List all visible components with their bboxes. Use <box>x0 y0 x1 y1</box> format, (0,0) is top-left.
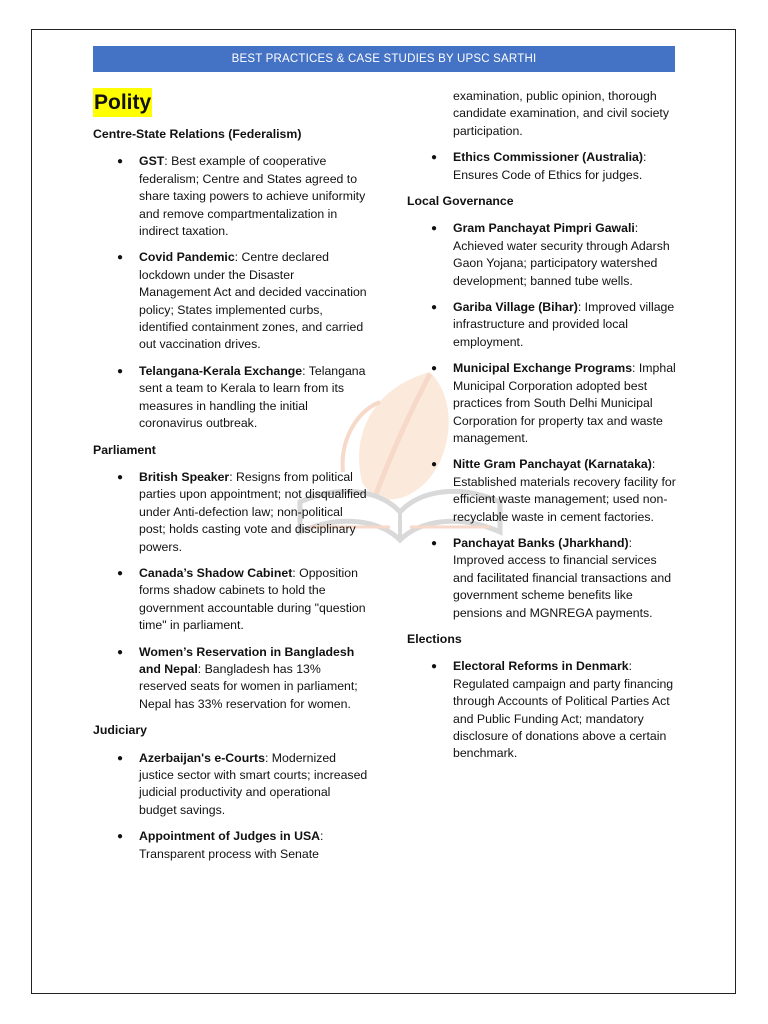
item-term: Ethics Commissioner (Australia) <box>453 150 643 165</box>
item-term: Telangana-Kerala Exchange <box>139 363 303 378</box>
item-term: Gariba Village (Bihar) <box>453 300 578 315</box>
section-heading: Judiciary <box>93 723 147 738</box>
item-text: : Established materials recovery facility for efficient waste management; used non-recyclable waste in cement factories. <box>453 457 676 524</box>
bullet-icon: ● <box>117 471 124 483</box>
list-item <box>93 644 368 714</box>
bullet-list <box>407 658 679 762</box>
item-text: : Imphal Municipal Corporation adopted best practices from South Delhi Municipal Corporation for property tax and waste management. <box>453 361 676 445</box>
item-text: : Improved access to financial services and facilitated financial transactions and government scheme benefits like pensions and MGNREGA payments. <box>453 535 672 620</box>
bullet-list <box>93 469 368 713</box>
list-item <box>407 299 679 351</box>
left-column <box>93 88 368 872</box>
bullet-icon: ● <box>117 831 124 843</box>
bullet-icon: ● <box>117 567 124 579</box>
section-heading: Elections <box>407 631 462 646</box>
list-item <box>93 750 368 820</box>
bullet-icon: ● <box>431 537 438 549</box>
item-term: Canada’s Shadow Cabinet <box>139 565 293 580</box>
section-heading: Local Governance <box>407 194 514 209</box>
bullet-icon: ● <box>431 302 438 314</box>
bullet-icon: ● <box>117 156 124 168</box>
bullet-list <box>93 153 368 432</box>
item-term: Nitte Gram Panchayat (Karnataka) <box>453 457 652 472</box>
header-banner-text: BEST PRACTICES & CASE STUDIES BY UPSC SARTHI <box>231 53 537 65</box>
bullet-icon: ● <box>431 152 438 164</box>
bullet-icon: ● <box>431 223 438 235</box>
header-banner <box>93 46 675 72</box>
item-text: : Resigns from political parties upon appointment; not disqualified under Anti-defection law; non-political post; holds casting vote and disciplinary powers. <box>139 469 367 554</box>
bullet-icon: ● <box>117 752 124 764</box>
right-column <box>407 88 679 772</box>
item-term: Women’s Reservation in Bangladesh and Nepal <box>139 644 355 676</box>
list-item <box>93 469 368 556</box>
section-heading: Centre-State Relations (Federalism) <box>93 127 302 141</box>
continued-text: examination, public opinion, thorough candidate examination, and civil society participation. <box>453 89 670 138</box>
item-term: Gram Panchayat Pimpri Gawali <box>453 221 635 236</box>
bullet-list <box>407 149 679 184</box>
list-item <box>93 363 368 433</box>
bullet-list <box>407 220 679 622</box>
item-text: : Transparent process with Senate <box>139 829 324 861</box>
item-term: Electoral Reforms in Denmark <box>453 659 629 674</box>
item-term: British Speaker <box>139 469 230 484</box>
item-term: Appointment of Judges in USA <box>139 829 321 844</box>
list-item <box>407 535 679 622</box>
list-item <box>407 220 679 290</box>
list-item <box>93 249 368 353</box>
item-text: : Ensures Code of Ethics for judges. <box>453 150 647 182</box>
item-term: Panchayat Banks (Jharkhand) <box>453 535 629 550</box>
item-text: : Best example of cooperative federalism; Centre and States agreed to share taxing powers to achieve uniformity and remove compartmentalization in indirect taxation. <box>139 154 366 239</box>
item-text: : Modernized justice sector with smart courts; increased judicial productivity and operational budget savings. <box>139 750 368 817</box>
list-item <box>407 360 679 447</box>
list-item <box>93 153 368 240</box>
item-term: Covid Pandemic <box>139 250 235 265</box>
bullet-icon: ● <box>431 661 438 673</box>
item-term: Municipal Exchange Programs <box>453 361 633 376</box>
list-item <box>407 149 679 184</box>
bullet-icon: ● <box>117 646 124 658</box>
item-text: : Telangana sent a team to Kerala to learn from its measures in handling the initial coronavirus outbreak. <box>139 363 366 431</box>
list-item <box>93 828 368 863</box>
bullet-icon: ● <box>431 459 438 471</box>
item-term: Azerbaijan's e-Courts <box>139 750 265 765</box>
bullet-icon: ● <box>117 252 124 264</box>
bullet-icon: ● <box>117 365 124 377</box>
list-item <box>93 565 368 635</box>
bullet-list <box>93 750 368 863</box>
bullet-icon: ● <box>431 363 438 375</box>
item-text: : Regulated campaign and party financing through Accounts of Political Parties Act and Public Funding Act; mandatory disclosure of donations above a certain benchmark. <box>453 659 674 761</box>
list-item <box>407 658 679 762</box>
item-text: : Achieved water security through Adarsh Gaon Yojana; participatory watershed development; banned tube wells. <box>453 221 670 288</box>
section-heading: Parliament <box>93 442 156 457</box>
item-term: GST <box>139 154 165 169</box>
item-text: : Bangladesh has 13% reserved seats for women in parliament; Nepal has 33% reservation for women. <box>139 661 358 711</box>
list-item <box>407 456 679 526</box>
item-text: : Improved village infrastructure and provided local employment. <box>453 300 675 349</box>
item-text: : Centre declared lockdown under the Disaster Management Act and decided vaccination policy; States implemented curbs, identified containment zones, and carried out vaccination drives. <box>139 250 367 352</box>
page-title: Polity <box>93 88 152 117</box>
item-text: : Opposition forms shadow cabinets to hold the government accountable during "question time" in parliament. <box>139 565 366 633</box>
